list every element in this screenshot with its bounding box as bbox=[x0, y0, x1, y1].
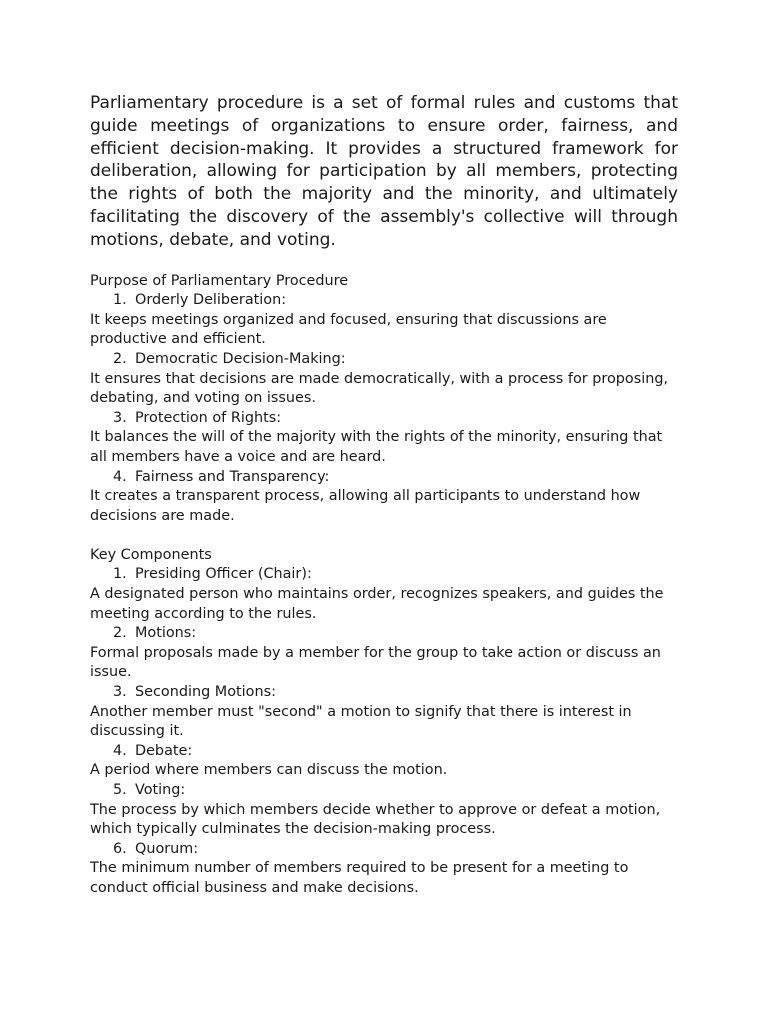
list-item-description: The minimum number of members required to be present for a meeting to conduct official business and make decisions. bbox=[90, 860, 629, 896]
list-item-heading bbox=[90, 840, 678, 860]
list-item-number: 2. bbox=[113, 350, 127, 367]
list-item-heading bbox=[90, 624, 678, 644]
list-item-title: Quorum: bbox=[135, 840, 199, 857]
list-item-title: Presiding Officer (Chair): bbox=[135, 566, 312, 583]
components-section bbox=[90, 546, 678, 899]
list-item-description: It ensures that decisions are made democratically, with a process for proposing, debating, and voting on issues. bbox=[90, 370, 669, 407]
list-item-heading bbox=[90, 781, 678, 801]
list-item-title: Voting: bbox=[135, 782, 186, 799]
section-title: Key Components bbox=[90, 546, 212, 563]
list-item-description: A designated person who maintains order, recognizes speakers, and guides the meeting according to the rules. bbox=[90, 586, 664, 622]
list-item-heading bbox=[90, 409, 678, 429]
list-item-number: 1. bbox=[113, 292, 127, 309]
list-item-description: The process by which members decide whether to approve or defeat a motion, which typically culminates the decision-making process. bbox=[90, 801, 661, 838]
list-item-title: Fairness and Transparency: bbox=[135, 468, 330, 485]
list-item-heading bbox=[90, 291, 678, 311]
list-item-number: 4. bbox=[113, 468, 127, 485]
list-item-heading bbox=[90, 742, 678, 762]
list-item-description: It creates a transparent process, allowing all participants to understand how decisions are made. bbox=[90, 488, 641, 524]
list-item-heading bbox=[90, 565, 678, 585]
list-item-title: Seconding Motions: bbox=[135, 684, 276, 701]
list-item-description: Formal proposals made by a member for the group to take action or discuss an issue. bbox=[90, 644, 661, 681]
list-item-description: It keeps meetings organized and focused, ensuring that discussions are productive and efficient. bbox=[90, 311, 607, 348]
list-item-heading bbox=[90, 350, 678, 370]
list-item-number: 5. bbox=[113, 782, 127, 799]
list-item-title: Debate: bbox=[135, 742, 193, 759]
list-item-description: It balances the will of the majority with the rights of the minority, ensuring that all members have a voice and are heard. bbox=[90, 429, 663, 465]
list-item-title: Protection of Rights: bbox=[135, 409, 282, 426]
intro-paragraph: Parliamentary procedure is a set of formal rules and customs that guide meetings of organizations to ensure order, fairness, and efficient decision-making. It provides a structured framework for deliberation, allowing for participation by all members, protecting the rights of both the majority and the minority, and ultimately facilitating the discovery of the assembly's collective will through motions, debate, and voting. bbox=[90, 93, 678, 250]
list-item-number: 4. bbox=[113, 742, 127, 759]
list-item-description: Another member must "second" a motion to signify that there is interest in discussing it. bbox=[90, 703, 632, 740]
document-page bbox=[90, 92, 678, 899]
list-item-heading bbox=[90, 468, 678, 488]
list-item-number: 6. bbox=[113, 840, 127, 857]
list-item-title: Orderly Deliberation: bbox=[135, 292, 287, 309]
list-item-description: A period where members can discuss the motion. bbox=[90, 762, 448, 779]
list-item-title: Democratic Decision-Making: bbox=[135, 350, 346, 367]
list-item-number: 3. bbox=[113, 684, 127, 701]
purpose-section bbox=[90, 272, 678, 527]
list-item-number: 1. bbox=[113, 566, 127, 583]
section-title: Purpose of Parliamentary Procedure bbox=[90, 272, 349, 289]
list-item-heading bbox=[90, 683, 678, 703]
list-item-number: 3. bbox=[113, 409, 127, 426]
list-item-number: 2. bbox=[113, 625, 127, 642]
list-item-title: Motions: bbox=[135, 625, 197, 642]
section-spacer bbox=[90, 526, 678, 546]
